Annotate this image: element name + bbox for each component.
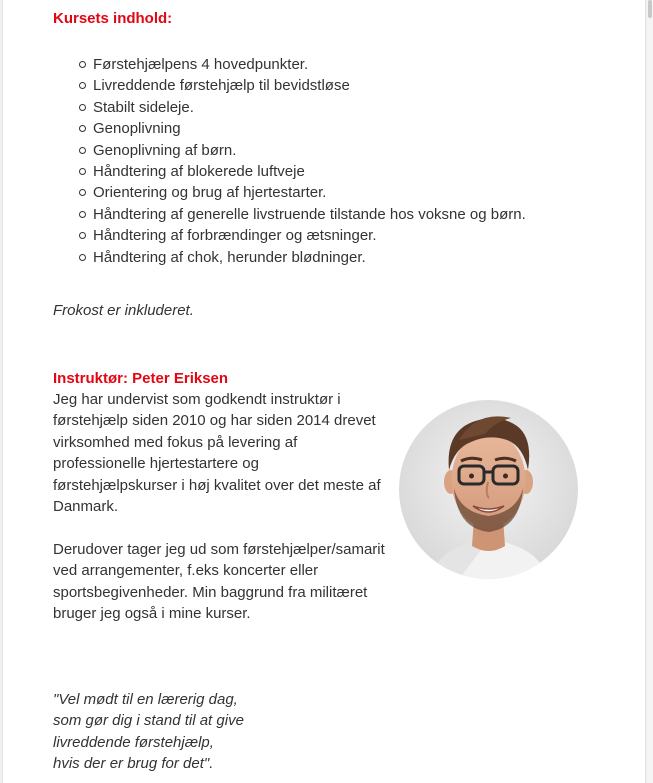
list-item: Håndtering af forbrændinger og ætsninger. [53,225,526,246]
quote-line: hvis der er brug for det". [53,755,214,773]
vertical-scrollbar[interactable] [647,0,653,783]
scrollbar-thumb[interactable] [648,0,652,18]
quote-line: som gør dig i stand til at give [53,712,244,730]
quote-line: "Vel mødt til en lærerig dag, [53,691,238,708]
course-content-list [53,54,526,268]
breakfast-note: Frokost er inkluderet. [53,302,194,319]
list-item: Håndtering af generelle livstruende tilstande hos voksne og børn. [53,204,526,225]
page-content [2,0,646,783]
instructor-bio-paragraph: Jeg har undervist som godkendt instruktør i førstehjælp siden 2010 og har siden 2014 drevet virksomhed med fokus på levering af professionelle hjertestartere og førstehjælpskurser i høj kvalitet over det meste af Danmark. [53,391,381,516]
list-item: Genoplivning [53,118,526,139]
list-item: Håndtering af blokerede luftveje [53,161,526,182]
list-item: Orientering og brug af hjertestarter. [53,182,526,203]
course-content-heading: Kursets indhold: [53,10,173,27]
quote-line: livreddende førstehjælp, [53,733,214,751]
quote-block [53,689,313,775]
list-item: Livreddende førstehjælp til bevidstløse [53,75,526,96]
instructor-avatar [399,400,578,579]
list-item: Håndtering af chok, herunder blødninger. [53,247,526,268]
instructor-heading: Instruktør: Peter Eriksen [53,370,229,387]
list-item: Genoplivning af børn. [53,140,526,161]
instructor-bio-paragraph: Derudover tager jeg ud som førstehjælper/samarit ved arrangementer, f.eks koncerter eller sportsbegivenheder. Min baggrund fra militæret bruger jeg også i mine kurser. [53,541,385,623]
instructor-portrait-image [399,400,578,579]
list-item: Førstehjælpens 4 hovedpunkter. [53,54,526,75]
list-item: Stabilt sideleje. [53,97,526,118]
